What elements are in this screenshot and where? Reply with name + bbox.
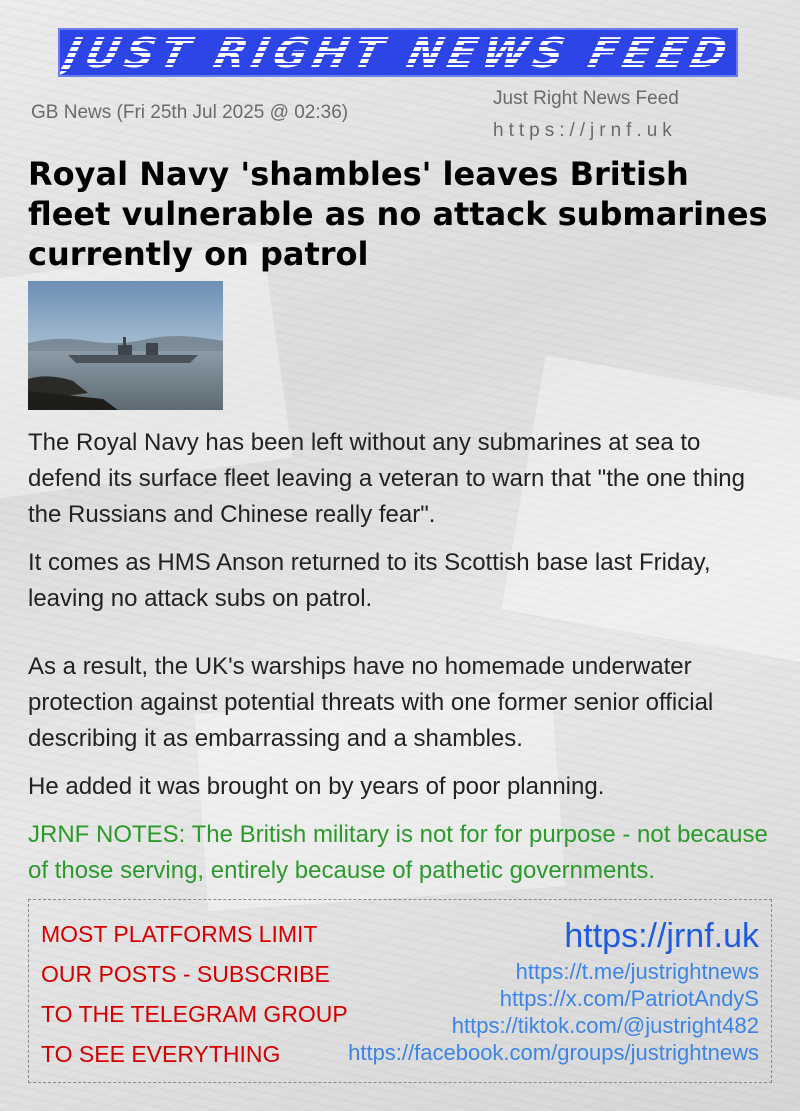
- subscribe-line: TO THE TELEGRAM GROUP: [41, 1001, 348, 1027]
- site-url: https://jrnf.uk: [493, 120, 677, 141]
- site-banner: [58, 28, 738, 77]
- subscribe-line: TO SEE EVERYTHING: [41, 1041, 281, 1067]
- aircraft-carrier-image: [28, 281, 223, 410]
- article-paragraph: It comes as HMS Anson returned to its Scottish base last Friday, leaving no attack subs on patrol.: [28, 549, 711, 612]
- banner-title: JUST RIGHT NEWS FEED: [58, 28, 738, 77]
- x-link[interactable]: https://x.com/PatriotAndyS: [499, 986, 759, 1011]
- article-paragraph: The Royal Navy has been left without any submarines at sea to defend its surface fleet leaving a veteran to warn that "the one thing the Russians and Chinese really fear".: [28, 429, 745, 528]
- article-paragraph: He added it was brought on by years of poor planning.: [28, 773, 605, 800]
- source-date: GB News (Fri 25th Jul 2025 @ 02:36): [31, 102, 349, 123]
- subscribe-box: [28, 899, 772, 1083]
- website-link[interactable]: https://jrnf.uk: [564, 917, 759, 955]
- site-name: Just Right News Feed: [493, 88, 679, 109]
- article-paragraph: As a result, the UK's warships have no homemade underwater protection against potential threats with one former senior official describing it as embarrassing and a shambles.: [28, 653, 714, 752]
- subscribe-line: OUR POSTS - SUBSCRIBE: [41, 961, 330, 987]
- social-links: [348, 916, 759, 1066]
- article-photo: [28, 281, 223, 410]
- subscribe-line: MOST PLATFORMS LIMIT: [41, 921, 318, 947]
- subscribe-message: [41, 914, 348, 1074]
- article-body: [28, 425, 778, 901]
- tiktok-link[interactable]: https://tiktok.com/@justright482: [451, 1013, 759, 1038]
- facebook-link[interactable]: https://facebook.com/groups/justrightnews: [348, 1040, 759, 1065]
- telegram-link[interactable]: https://t.me/justrightnews: [515, 959, 759, 984]
- article-headline: Royal Navy 'shambles' leaves British fleet vulnerable as no attack submarines currently on patrol: [28, 155, 768, 273]
- jrnf-notes: JRNF NOTES: The British military is not for for purpose - not because of those serving, entirely because of pathetic governments.: [28, 821, 768, 884]
